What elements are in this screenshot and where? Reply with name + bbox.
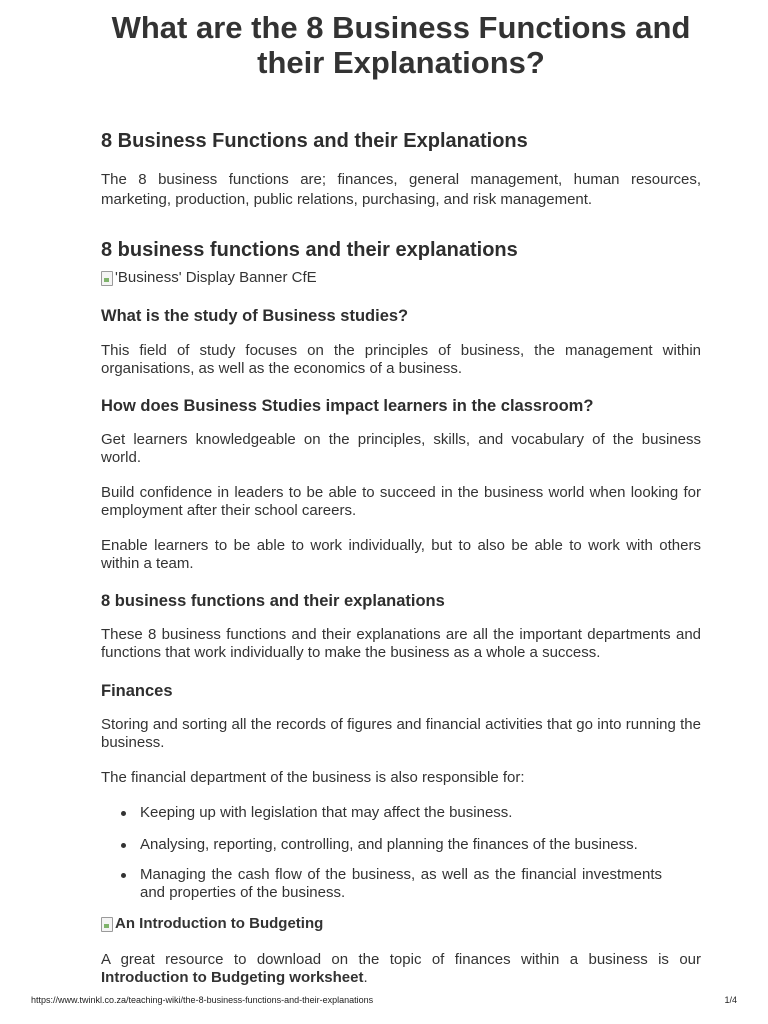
functions-paragraph: These 8 business functions and their explanations are all the important departments and functions that work individually to make the business as a whole a success. [101,626,701,661]
study-paragraph: This field of study focuses on the principles of business, the management within organisations, as well as the economics of a business. [101,342,701,377]
page-number: 1/4 [724,995,737,1005]
bullet-icon [121,873,126,878]
resource-paragraph: A great resource to download on the topic of finances within a business is our Introduction to Budgeting worksheet. [101,951,701,986]
list-item: Managing the cash flow of the business, as well as the financial investments and properties of the business. [101,866,662,901]
page-title: What are the 8 Business Functions and their Explanations? [111,10,691,80]
finances-paragraph-2: The financial department of the business is also responsible for: [101,769,525,786]
budgeting-alt-text: An Introduction to Budgeting [115,915,324,932]
subheading-impact: How does Business Studies impact learners in the classroom? [101,397,594,415]
broken-image-icon [101,917,113,932]
finances-paragraph-1: Storing and sorting all the records of figures and financial activities that go into running the business. [101,716,701,751]
subheading-finances: Finances [101,682,173,700]
section-heading-intro: 8 Business Functions and their Explanations [101,130,528,152]
business-banner-image [101,269,701,287]
list-item: Analysing, reporting, controlling, and planning the finances of the business. [101,836,662,854]
section-heading-functions: 8 business functions and their explanations [101,239,518,261]
impact-paragraph-3: Enable learners to be able to work individually, but to also be able to work with others within a team. [101,537,701,572]
list-item: Keeping up with legislation that may affect the business. [101,804,662,822]
broken-image-icon [101,271,113,286]
footer-url: https://www.twinkl.co.za/teaching-wiki/the-8-business-functions-and-their-explanations [31,995,374,1005]
impact-paragraph-1: Get learners knowledgeable on the principles, skills, and vocabulary of the business world. [101,431,701,466]
budgeting-worksheet-link[interactable]: Introduction to Budgeting worksheet [101,968,364,986]
business-banner-alt-text: 'Business' Display Banner CfE [115,269,317,286]
subheading-functions: 8 business functions and their explanations [101,592,445,610]
bullet-icon [121,811,126,816]
intro-paragraph: The 8 business functions are; finances, general management, human resources, marketing, production, public relations, purchasing, and risk management. [101,171,701,208]
subheading-study: What is the study of Business studies? [101,307,409,325]
budgeting-image [101,915,701,933]
bullet-icon [121,843,126,848]
impact-paragraph-2: Build confidence in leaders to be able to succeed in the business world when looking for employment after their school careers. [101,484,701,519]
